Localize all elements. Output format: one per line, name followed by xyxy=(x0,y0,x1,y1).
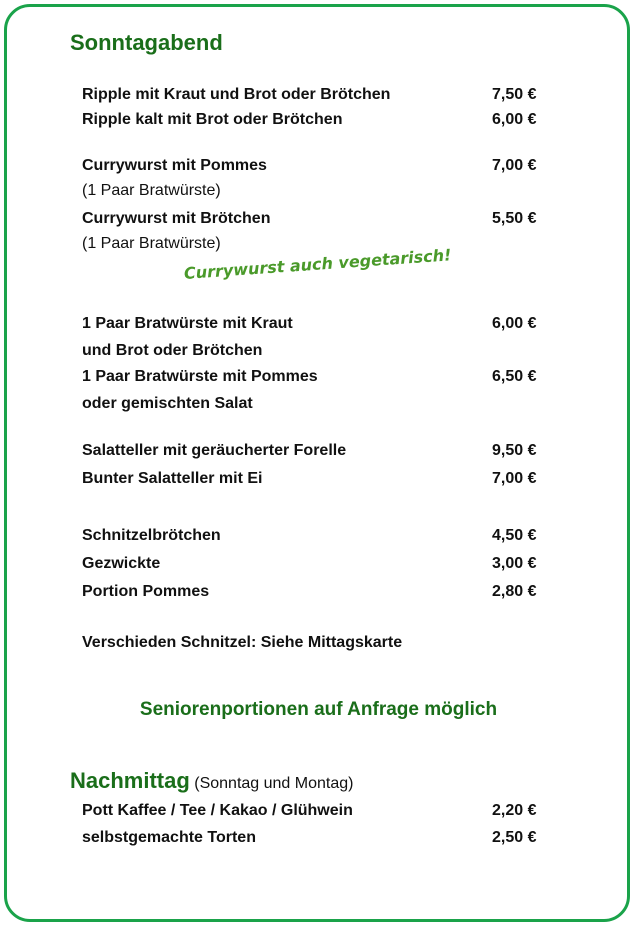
menu-item-price: 7,50 € xyxy=(492,86,537,103)
menu-item-price: 2,20 € xyxy=(492,802,537,819)
menu-item-name: Schnitzelbrötchen xyxy=(82,527,221,544)
menu-item-name: Portion Pommes xyxy=(82,583,210,600)
menu-item-price: 3,00 € xyxy=(492,555,537,572)
menu-item-name: Gezwickte xyxy=(82,555,161,572)
menu-item-name: Salatteller mit geräucherter Forelle xyxy=(82,442,347,459)
menu-item-price: 6,00 € xyxy=(492,111,537,128)
menu-item-name: Pott Kaffee / Tee / Kakao / Glühwein xyxy=(82,802,353,819)
menu-item-name: 1 Paar Bratwürste mit Kraut xyxy=(82,315,293,332)
senior-portions-note: Seniorenportionen auf Anfrage möglich xyxy=(139,699,498,720)
menu-item-name: selbstgemachte Torten xyxy=(82,829,256,846)
menu-item-price: 6,50 € xyxy=(492,368,537,385)
menu-item-name: Currywurst mit Pommes xyxy=(82,157,267,174)
section-title-sonntagabend: Sonntagabend xyxy=(70,30,223,55)
menu-item-price: 6,00 € xyxy=(492,315,537,332)
menu-item-subtext: (1 Paar Bratwürste) xyxy=(82,235,221,252)
section-heading-nachmittag xyxy=(70,768,353,794)
menu-item-price: 7,00 € xyxy=(492,157,537,174)
schnitzel-note: Verschieden Schnitzel: Siehe Mittagskarte xyxy=(82,634,403,651)
menu-item-price: 2,80 € xyxy=(492,583,537,600)
section-title-suffix: (Sonntag und Montag) xyxy=(194,775,354,792)
menu-item-price: 4,50 € xyxy=(492,527,537,544)
menu-item-price: 5,50 € xyxy=(492,210,537,227)
menu-item-name-line2: oder gemischten Salat xyxy=(82,395,253,412)
menu-item-price: 2,50 € xyxy=(492,829,537,846)
menu-item-name-line2: und Brot oder Brötchen xyxy=(82,342,263,359)
menu-item-name: Ripple kalt mit Brot oder Brötchen xyxy=(82,111,343,128)
menu-item-price: 9,50 € xyxy=(492,442,537,459)
section-title-nachmittag: Nachmittag xyxy=(70,768,190,793)
menu-item-subtext: (1 Paar Bratwürste) xyxy=(82,182,221,199)
menu-item-name: Bunter Salatteller mit Ei xyxy=(82,470,263,487)
menu-item-name: Currywurst mit Brötchen xyxy=(82,210,271,227)
menu-item-price: 7,00 € xyxy=(492,470,537,487)
menu-item-name: 1 Paar Bratwürste mit Pommes xyxy=(82,368,318,385)
menu-item-name: Ripple mit Kraut und Brot oder Brötchen xyxy=(82,86,391,103)
vegetarian-note: Currywurst auch vegetarisch! xyxy=(183,245,452,283)
